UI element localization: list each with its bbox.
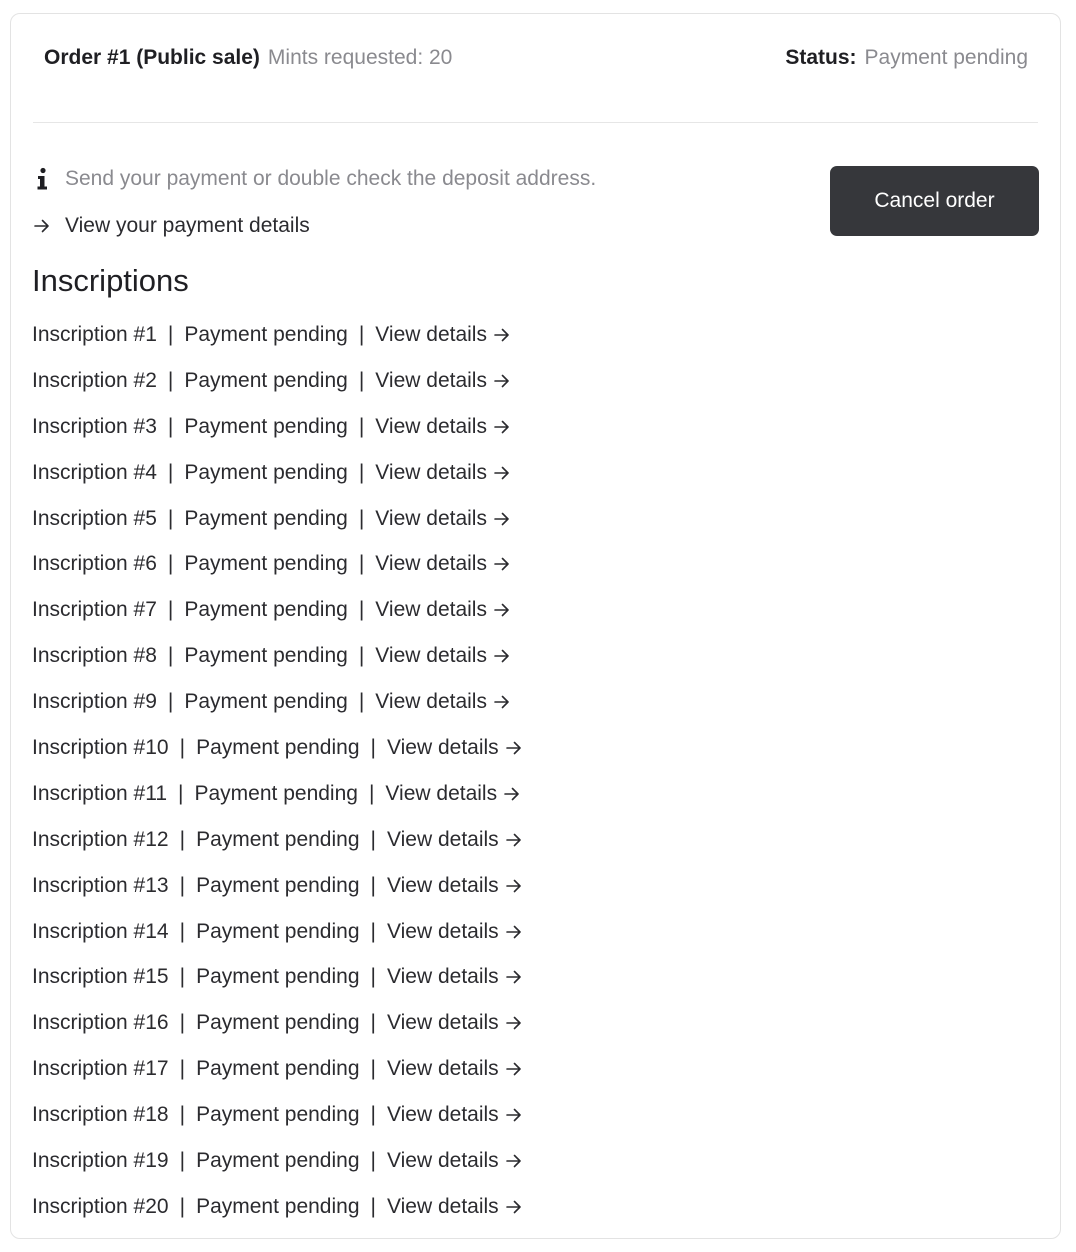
view-details-label: View details [375,644,487,668]
inscription-name: Inscription #9 [32,690,157,714]
separator: | [167,598,174,622]
inscription-status: Payment pending [196,1103,360,1127]
arrow-right-icon [34,219,50,233]
inscription-name: Inscription #4 [32,460,157,484]
view-details-label: View details [385,781,498,805]
inscription-status: Payment pending [196,1149,360,1173]
arrow-right-icon [494,557,510,571]
inscription-name: Inscription #10 [32,736,169,760]
arrow-right-icon [506,1154,522,1168]
view-details-link[interactable] [387,734,522,762]
inscription-row [32,550,522,596]
inscription-status: Payment pending [196,919,360,943]
separator: | [179,1103,186,1127]
view-details-label: View details [375,323,487,346]
separator: | [167,506,174,530]
view-details-label: View details [375,506,487,530]
view-details-link[interactable] [375,459,510,487]
inscription-row [32,642,522,688]
status-value: Payment pending [864,46,1028,69]
arrow-right-icon [494,420,510,434]
inscription-status: Payment pending [196,965,360,989]
view-details-link[interactable] [387,963,522,991]
arrow-right-icon [504,787,520,801]
inscription-status: Payment pending [184,552,348,576]
view-details-link[interactable] [387,1147,522,1175]
arrow-right-icon [494,695,510,709]
view-details-label: View details [386,827,499,851]
inscription-status: Payment pending [194,781,358,805]
arrow-right-icon [506,925,522,939]
separator: | [179,965,186,989]
view-details-link[interactable] [375,321,510,349]
separator: | [370,1194,376,1218]
separator: | [358,460,365,484]
arrow-right-icon [506,1016,522,1030]
separator: | [179,1149,186,1173]
separator: | [358,414,365,438]
view-details-link[interactable] [385,780,520,808]
inscription-name: Inscription #15 [32,965,169,989]
separator: | [370,1057,376,1081]
inscription-status: Payment pending [196,873,360,897]
inscription-name: Inscription #17 [32,1057,169,1081]
separator: | [370,919,376,943]
view-details-label: View details [386,1011,499,1035]
inscription-name: Inscription #3 [32,414,157,438]
order-card [10,13,1061,1239]
inscription-name: Inscription #5 [32,506,157,530]
status-label: Status: [785,46,857,69]
view-details-link[interactable] [375,550,510,578]
arrow-right-icon [494,512,510,526]
inscription-row [32,1055,522,1101]
arrow-right-icon [494,649,510,663]
inscription-status: Payment pending [184,460,348,484]
inscription-status: Payment pending [196,1194,360,1218]
inscription-name: Inscription #1 [32,323,157,346]
inscription-name: Inscription #12 [32,827,169,851]
arrow-right-icon [494,466,510,480]
inscriptions-title: Inscriptions [32,263,189,298]
view-details-link[interactable] [387,872,522,900]
view-details-link[interactable] [375,642,510,670]
arrow-right-icon [506,833,522,847]
inscription-row [32,1193,522,1239]
view-details-label: View details [375,414,487,438]
inscription-row [32,918,522,964]
view-details-label: View details [375,598,487,622]
view-details-label: View details [386,736,499,760]
separator: | [358,598,365,622]
separator: | [179,827,186,851]
inscription-row [32,872,522,918]
separator: | [370,965,376,989]
separator: | [358,506,365,530]
inscription-status: Payment pending [196,1057,360,1081]
inscription-name: Inscription #16 [32,1011,169,1035]
payment-notice [35,166,596,192]
view-details-label: View details [375,690,487,714]
view-details-link[interactable] [375,688,510,716]
inscription-row [32,505,522,551]
separator: | [179,1057,186,1081]
inscription-status: Payment pending [184,598,348,622]
separator: | [167,552,174,576]
inscription-row [32,321,522,367]
separator: | [358,323,365,346]
inscription-row [32,963,522,1009]
mints-requested: Mints requested: 20 [267,46,453,69]
separator: | [179,919,186,943]
payment-notice-text: Send your payment or double check the deposit address. [65,167,597,190]
inscription-status: Payment pending [184,368,348,392]
inscription-name: Inscription #19 [32,1149,169,1173]
arrow-right-icon [494,374,510,388]
arrow-right-icon [506,879,522,893]
arrow-right-icon [506,970,522,984]
inscription-row [32,734,522,780]
separator: | [368,781,375,805]
view-details-link[interactable] [387,1055,522,1083]
view-details-link[interactable] [375,505,510,533]
separator: | [370,1011,376,1035]
inscription-name: Inscription #13 [32,873,169,897]
view-details-link[interactable] [375,367,510,395]
cancel-order-button[interactable]: Cancel order [830,166,1039,236]
view-details-link[interactable] [387,826,522,854]
order-summary [44,45,452,71]
separator: | [179,1011,186,1035]
view-details-label: View details [386,873,499,897]
separator: | [358,690,365,714]
separator: | [370,873,376,897]
view-details-label: View details [386,1057,499,1081]
view-details-link[interactable] [387,1101,522,1129]
arrow-right-icon [494,603,510,617]
inscription-name: Inscription #20 [32,1194,169,1218]
inscription-row [32,596,522,642]
separator: | [358,368,365,392]
inscriptions-list [32,321,522,1239]
arrow-right-icon [506,741,522,755]
view-details-link[interactable] [387,918,522,946]
separator: | [167,460,174,484]
inscription-name: Inscription #7 [32,598,157,622]
separator: | [167,323,174,346]
inscription-row [32,459,522,505]
separator: | [358,552,365,576]
inscription-status: Payment pending [184,323,348,346]
order-title: Order #1 (Public sale) [44,46,260,69]
separator: | [178,781,184,805]
separator: | [370,827,376,851]
view-payment-details-link[interactable] [34,213,310,239]
separator: | [370,1103,376,1127]
order-header [33,14,1038,123]
separator: | [167,368,174,392]
arrow-right-icon [506,1108,522,1122]
inscription-row [32,688,522,734]
view-details-link[interactable] [387,1009,522,1037]
inscription-status: Payment pending [184,690,348,714]
inscription-row [32,367,522,413]
view-details-label: View details [386,919,499,943]
order-status [785,45,1028,71]
arrow-right-icon [494,328,510,342]
arrow-right-icon [506,1200,522,1214]
inscription-status: Payment pending [196,1011,360,1035]
inscription-row [32,826,522,872]
inscription-row [32,413,522,459]
inscription-status: Payment pending [184,506,348,530]
inscription-row [32,1101,522,1147]
view-details-label: View details [386,1103,499,1127]
separator: | [358,644,365,668]
inscription-row [32,1147,522,1193]
separator: | [179,873,186,897]
inscription-row [32,780,522,826]
view-details-link[interactable] [375,596,510,624]
separator: | [167,414,174,438]
view-details-link[interactable] [375,413,510,441]
inscription-name: Inscription #11 [32,781,168,805]
separator: | [370,736,376,760]
inscription-name: Inscription #18 [32,1103,169,1127]
inscription-status: Payment pending [196,736,360,760]
inscription-status: Payment pending [184,414,348,438]
arrow-right-icon [506,1062,522,1076]
separator: | [179,736,186,760]
inscription-row [32,1009,522,1055]
inscription-status: Payment pending [184,644,348,668]
view-details-label: View details [375,552,487,576]
view-details-label: View details [386,1149,499,1173]
separator: | [370,1149,376,1173]
separator: | [167,644,174,668]
view-details-label: View details [375,460,487,484]
inscription-status: Payment pending [196,827,360,851]
inscription-name: Inscription #2 [32,368,157,392]
view-details-label: View details [386,1194,499,1218]
view-details-label: View details [386,965,499,989]
info-icon [35,167,49,191]
separator: | [179,1194,186,1218]
separator: | [167,690,174,714]
view-details-link[interactable] [387,1193,522,1221]
view-details-label: View details [375,368,487,392]
inscription-name: Inscription #6 [32,552,157,576]
inscription-name: Inscription #8 [32,644,157,668]
inscription-name: Inscription #14 [32,919,169,943]
view-payment-details-label: View your payment details [65,214,310,237]
